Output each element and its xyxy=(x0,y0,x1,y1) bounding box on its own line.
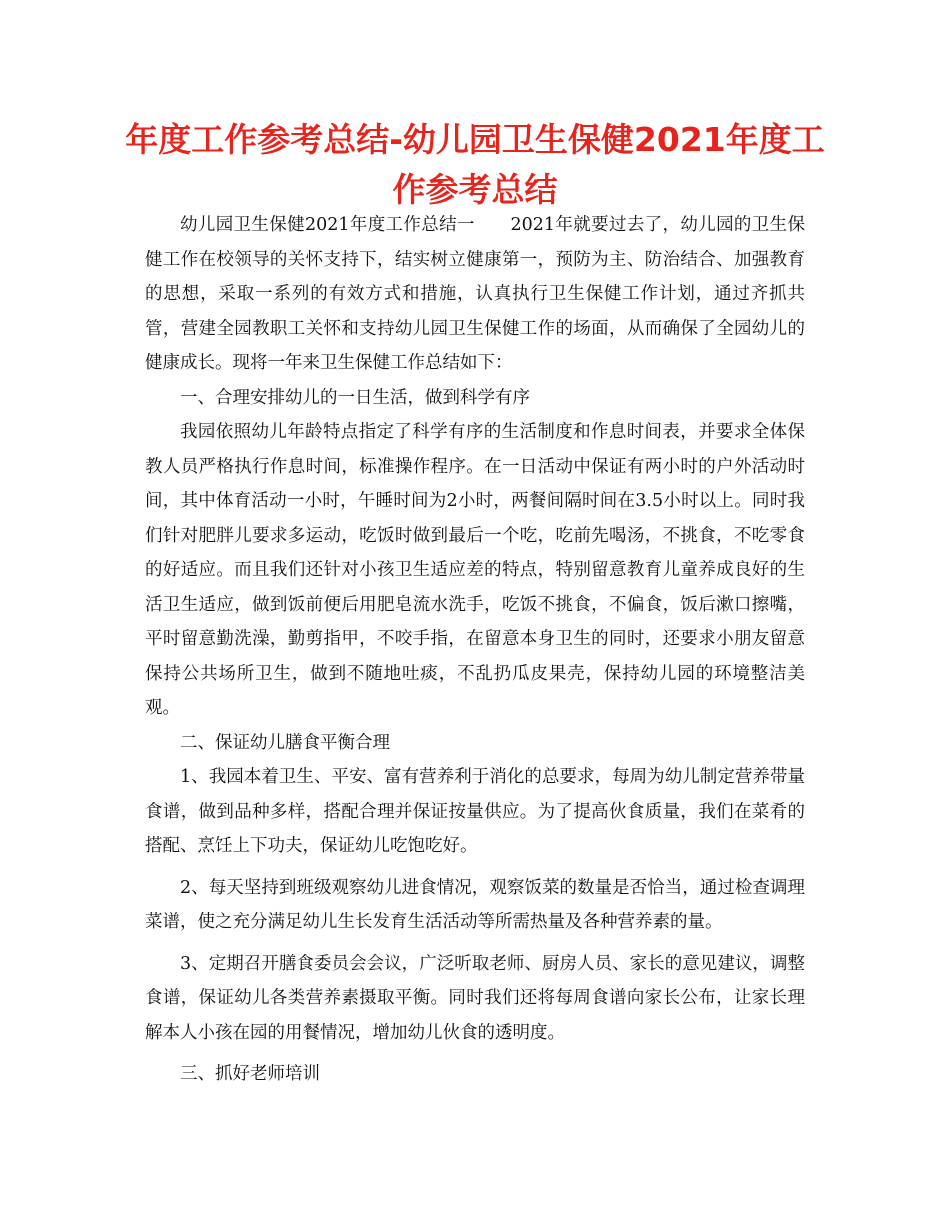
paragraph-section-1: 我园依照幼儿年龄特点指定了科学有序的生活制度和作息时间表，并要求全体保教人员严格执行作息时间，标准操作程序。在一日活动中保证有两小时的户外活动时间，其中体育活动一小时，午睡时间为2小时，两餐间隔时间在3.5小时以上。同时我们针对肥胖儿要求多运动，吃饭时做到最后一个吃，吃前先喝汤，不挑食，不吃零食的好适应。而且我们还针对小孩卫生适应差的特点，特别留意教育儿童养成良好的生活卫生适应，做到饭前便后用肥皂流水洗手，吃饭不挑食，不偏食，饭后漱口擦嘴，平时留意勤洗澡，勤剪指甲，不咬手指，在留意本身卫生的同时，还要求小朋友留意保持公共场所卫生，做到不随地吐痰，不乱扔瓜皮果壳，保持幼儿园的环境整洁美观。 xyxy=(145,422,805,718)
section-heading-2: 二、保证幼儿膳食平衡合理 xyxy=(180,732,390,753)
paragraph-section-2-item-3: 3、定期召开膳食委员会会议，广泛听取老师、厨房人员、家长的意见建议，调整食谱，保证幼儿各类营养素摄取平衡。同时我们还将每周食谱向家长公布，让家长理解本人小孩在园的用餐情况，增加幼儿伙食的透明度。 xyxy=(145,953,805,1043)
section-heading-1: 一、合理安排幼儿的一日生活，做到科学有序 xyxy=(180,387,530,408)
paragraph-section-2-item-1: 1、我园本着卫生、平安、富有营养利于消化的总要求，每周为幼儿制定营养带量食谱，做到品种多样，搭配合理并保证按量供应。为了提高伙食质量，我们在菜肴的搭配、烹饪上下功夫，保证幼儿吃饱吃好。 xyxy=(145,767,805,856)
document-title: 年度工作参考总结-幼儿园卫生保健2021年度工作参考总结 xyxy=(125,120,825,209)
section-heading-3: 三、抓好老师培训 xyxy=(180,1064,320,1084)
paragraph-intro: 幼儿园卫生保健2021年度工作总结一 2021年就要过去了，幼儿园的卫生保健工作在校领导的关怀支持下，结实树立健康第一，预防为主、防治结合、加强教育的思想，采取一系列的有效方式和措施，认真执行卫生保健工作计划，通过齐抓共管，营建全园教职工关怀和支持幼儿园卫生保健工作的场面，从而确保了全园幼儿的健康成长。现将一年来卫生保健工作总结如下： xyxy=(145,215,805,373)
paragraph-section-2-item-2: 2、每天坚持到班级观察幼儿进食情况，观察饭菜的数量是否恰当，通过检查调理菜谱，使之充分满足幼儿生长发育生活活动等所需热量及各种营养素的量。 xyxy=(145,877,805,932)
document-body xyxy=(145,208,805,1092)
